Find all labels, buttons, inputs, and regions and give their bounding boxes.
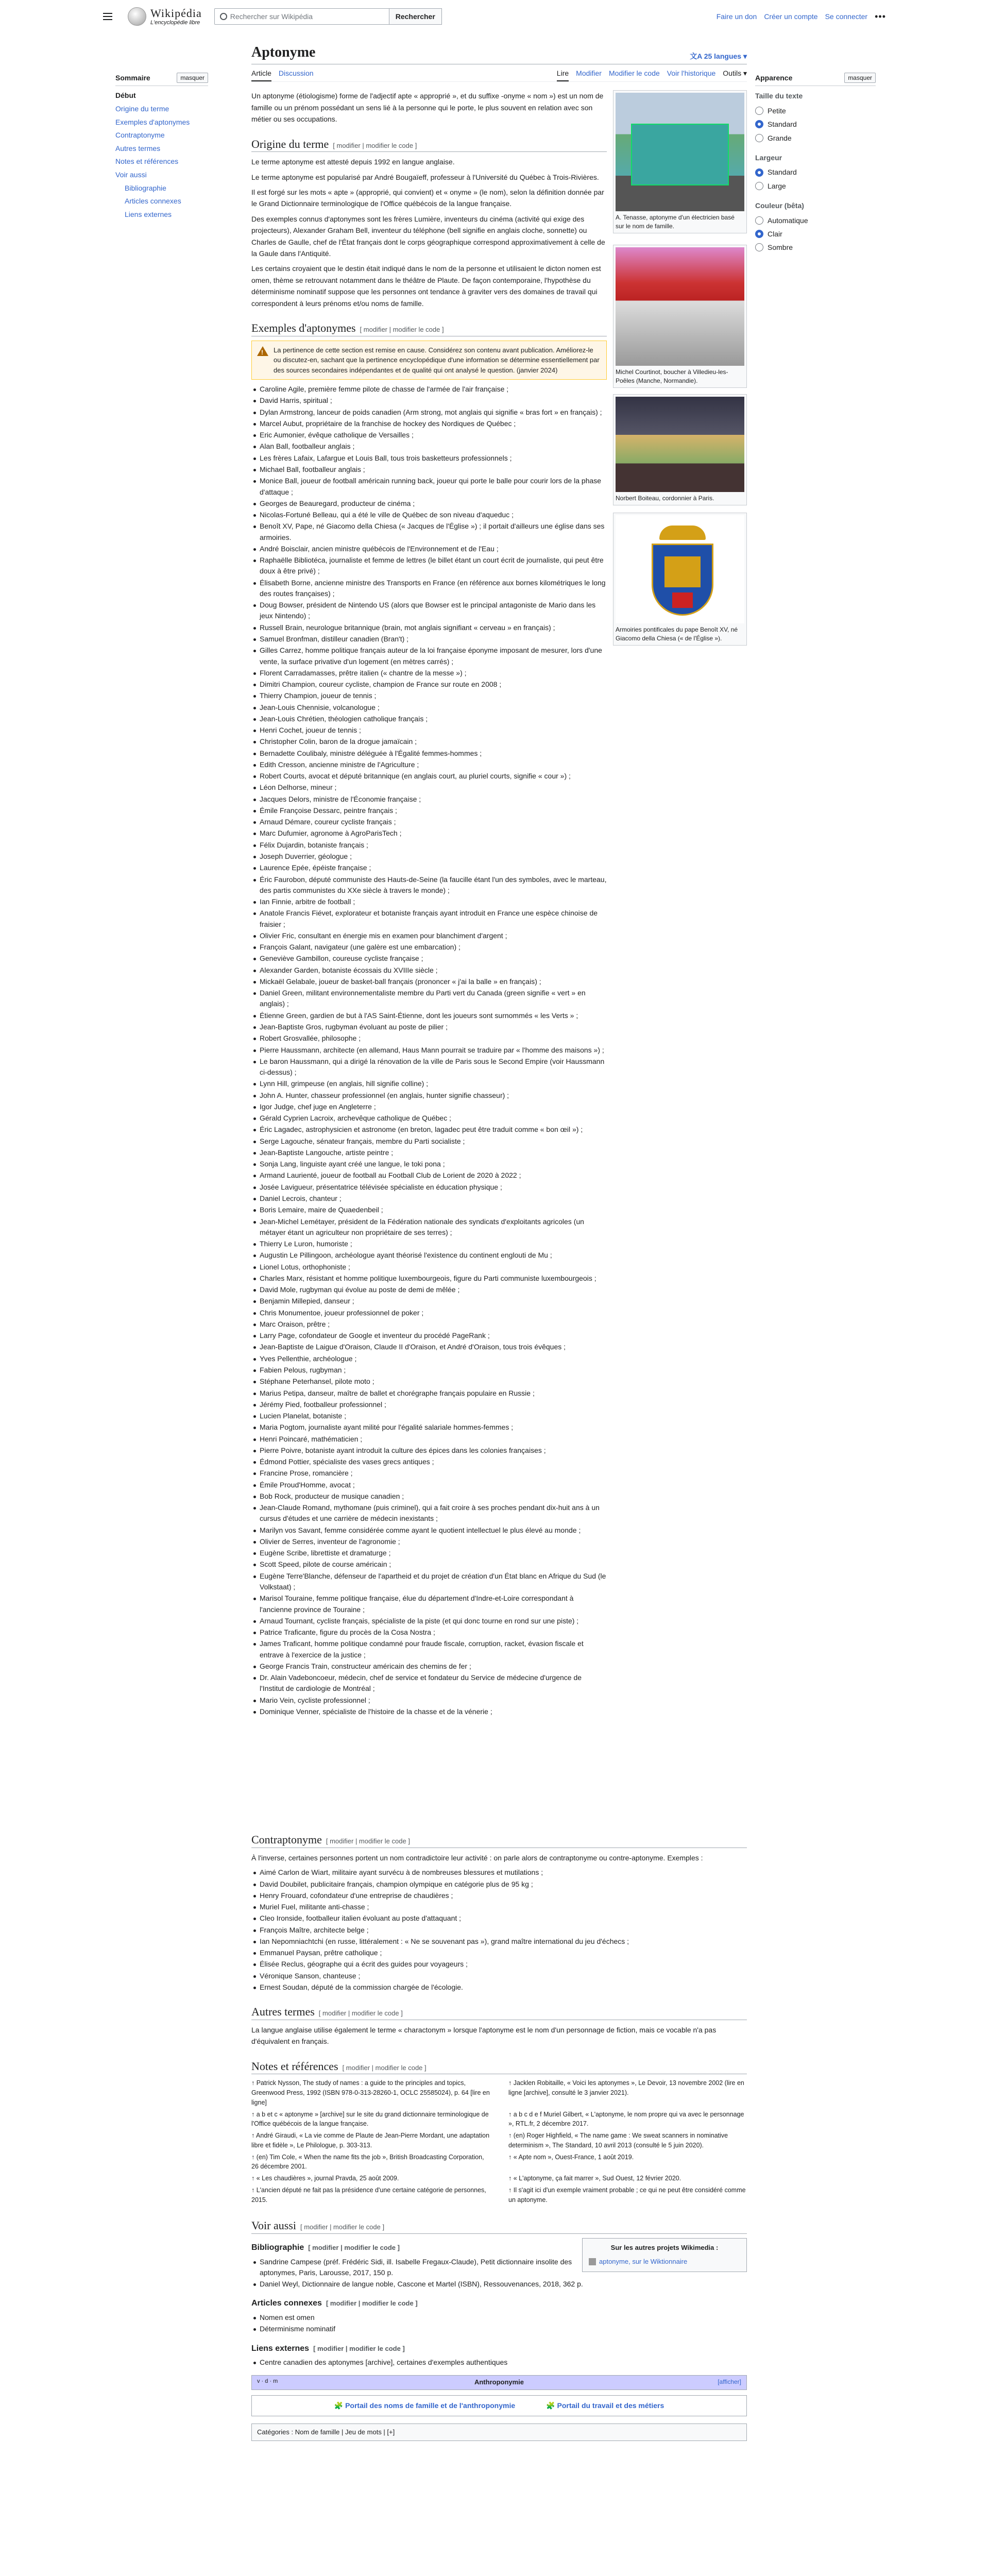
figure-caption: Armoiries pontificales du pape Benoît XV, né Giacomo della Chiesa (« de l'Église »).	[616, 626, 738, 642]
example-item[interactable]: Fabien Pelous, rugbyman ;	[251, 1365, 607, 1376]
tab-history[interactable]: Voir l'historique	[667, 69, 716, 78]
reference-item: ↑ (en) Tim Cole, « When the name fits the job », British Broadcasting Corporation, 26 décembre 2001.	[251, 2153, 484, 2171]
reference-item: ↑ André Giraudi, « La vie comme de Plaute de Jean-Pierre Mordant, une adaptation libre et fidèle », Le Philologue, p. 303-313.	[251, 2132, 490, 2149]
bibliography-list	[251, 2257, 747, 2290]
appearance-group	[755, 200, 876, 255]
reference-item: ↑ « Apte nom », Ouest-France, 1 août 2019.	[508, 2153, 634, 2161]
example-item[interactable]: Marius Petipa, danseur, maître de ballet et chorégraphe français populaire en Russie ;	[251, 1388, 607, 1399]
contraptonym-item[interactable]: Élisée Reclus, géographe qui a écrit des guides pour voyageurs ;	[251, 1959, 747, 1970]
figure-caption: Norbert Boiteau, cordonnier à Paris.	[616, 495, 714, 502]
bibliography-item[interactable]: Sandrine Campese (préf. Frédéric Sidi, ill. Isabelle Fregaux-Claude), Petit dictionnaire insolite des aptonymes, Paris, Larousse, 2017, 150 p.	[251, 2257, 747, 2279]
example-item[interactable]: Gilles Carrez, homme politique français auteur de la loi française éponyme imposant de mesurer, lors d'une vente, la surface privative d'un logement (en mètres carrés) ;	[251, 645, 607, 667]
create-account-link[interactable]: Créer un compte	[764, 12, 818, 21]
example-item[interactable]: Dominique Venner, spécialiste de l'histoire de la chasse et de la vénerie ;	[251, 1706, 607, 1717]
toc-item[interactable]: Voir aussi	[115, 170, 147, 179]
example-item[interactable]: Dimitri Champion, coureur cycliste, champion de France sur route en 2008 ;	[251, 679, 607, 690]
example-item[interactable]: Marcel Aubut, propriétaire de la franchise de hockey des Nordiques de Québec ;	[251, 418, 607, 429]
radio-icon[interactable]	[755, 107, 763, 115]
example-item[interactable]: Pierre Poivre, botaniste ayant introduit la culture des épices dans les colonies françaises ;	[251, 1445, 607, 1456]
wordmark: Wikipédia	[150, 6, 202, 20]
example-item[interactable]: Bernadette Coulibaly, ministre déléguée à l'Égalité femmes-hommes ;	[251, 748, 607, 759]
example-item[interactable]: Gérald Cyprien Lacroix, archevêque catholique de Québec ;	[251, 1113, 607, 1124]
toc-item[interactable]: Début	[115, 91, 136, 100]
option-label: Automatique	[768, 216, 808, 225]
contraptonym-item[interactable]: Aimé Carlon de Wiart, militaire ayant survécu à de nombreuses blessures et mutilations ;	[251, 1867, 747, 1878]
contraptonym-item[interactable]: Emmanuel Paysan, prêtre catholique ;	[251, 1947, 747, 1958]
edit-section-link[interactable]: [ modifier | modifier le code ]	[318, 2009, 403, 2018]
page-tabs	[251, 67, 747, 82]
example-item[interactable]: Sonja Lang, linguiste ayant créé une langue, le toki pona ;	[251, 1159, 607, 1170]
toc-item[interactable]: Exemples d'aptonymes	[115, 117, 190, 126]
section-heading-notes: Notes et références [ modifier | modifier le code ]	[251, 2059, 747, 2075]
appearance-group-label: Largeur	[755, 153, 782, 162]
example-item[interactable]: Lynn Hill, grimpeuse (en anglais, hill signifie colline) ;	[251, 1078, 607, 1089]
example-item[interactable]: Ian Finnie, arbitre de football ;	[251, 896, 607, 907]
example-item[interactable]: Yves Pellenthie, archéologue ;	[251, 1353, 607, 1364]
related-article-link[interactable]: Nomen est omen	[251, 2312, 747, 2323]
categories-bar: Catégories : Nom de famille | Jeu de mots | [+]	[251, 2424, 747, 2442]
example-item[interactable]: André Boisclair, ancien ministre québécois de l'Environnement et de l'Eau ;	[251, 544, 607, 554]
appearance-option[interactable]	[755, 227, 876, 241]
appearance-panel	[755, 72, 876, 262]
subsection-heading-liens: Liens externes [ modifier | modifier le code ]	[251, 2344, 405, 2353]
example-item[interactable]: Arnaud Démare, coureur cycliste français ;	[251, 817, 607, 827]
portal-icon: 🧩	[334, 2401, 346, 2410]
appearance-group-label: Couleur (bêta)	[755, 201, 804, 210]
example-item[interactable]: David Mole, rugbyman qui évolue au poste de demi de mêlée ;	[251, 1284, 607, 1295]
example-item[interactable]: Georges de Beauregard, producteur de cinéma ;	[251, 498, 607, 509]
example-item[interactable]: Francine Prose, romancière ;	[251, 1468, 607, 1479]
example-item[interactable]: Alexander Garden, botaniste écossais du XVIIIe siècle ;	[251, 965, 607, 976]
photo-butcher[interactable]	[616, 247, 744, 366]
search-button[interactable]: Rechercher	[389, 8, 442, 25]
example-item[interactable]: Jean-Michel Lemétayer, président de la Fédération nationale des syndicats d'exploitants agricoles (un métayer étant un agriculteur non propriétaire de ses terres) ;	[251, 1216, 607, 1239]
example-item[interactable]: Émile Proud'Homme, avocat ;	[251, 1480, 607, 1490]
option-label: Standard	[768, 120, 797, 129]
example-item[interactable]: Benjamin Millepied, danseur ;	[251, 1296, 607, 1307]
example-item[interactable]: Lucien Planelat, botaniste ;	[251, 1411, 607, 1421]
example-item[interactable]: Florent Carradamasses, prêtre italien (« chantre de la messe ») ;	[251, 668, 607, 679]
contraptonym-item[interactable]: Cleo Ironside, footballeur italien évoluant au poste d'attaquant ;	[251, 1913, 747, 1924]
example-item[interactable]: Geneviève Gambillon, coureuse cycliste française ;	[251, 953, 607, 964]
external-link[interactable]: Centre canadien des aptonymes [archive], certaines d'exemples authentiques	[251, 2357, 747, 2368]
tab-edit-source[interactable]: Modifier le code	[608, 69, 660, 78]
toc-item[interactable]: Contraptonyme	[115, 131, 165, 140]
radio-icon[interactable]	[755, 182, 763, 190]
contraptonym-item[interactable]: Henry Frouard, cofondateur d'une entreprise de chaudières ;	[251, 1890, 747, 1901]
tab-edit[interactable]: Modifier	[576, 69, 602, 78]
photo-shoemaker[interactable]	[616, 397, 744, 492]
option-label: Large	[768, 181, 786, 190]
example-item[interactable]: Josée Lavigueur, présentatrice télévisée spécialiste en éducation physique ;	[251, 1182, 607, 1193]
example-item[interactable]: Michael Ball, footballeur anglais ;	[251, 464, 607, 475]
appearance-option[interactable]	[755, 179, 876, 193]
example-item[interactable]: Daniel Lecrois, chanteur ;	[251, 1193, 607, 1204]
reference-item: ↑ Jacklen Robitaille, « Voici les aptonymes », Le Devoir, 13 novembre 2002 (lire en ligne [archive], consulté le 3 janvier 2021).	[508, 2079, 744, 2097]
tab-read[interactable]: Lire	[557, 67, 569, 81]
example-item[interactable]: Alan Ball, footballeur anglais ;	[251, 441, 607, 452]
figure-butcher	[613, 245, 747, 388]
example-item[interactable]: Edith Cresson, ancienne ministre de l'Agriculture ;	[251, 759, 607, 770]
contraptonym-item[interactable]: Muriel Fuel, militante anti-chasse ;	[251, 1902, 747, 1912]
example-item[interactable]: Jean-Baptiste de Laigue d'Oraison, Claude II d'Oraison, et André d'Oraison, tous trois évêques ;	[251, 1342, 607, 1352]
option-label: Petite	[768, 106, 786, 115]
toc-item[interactable]: Autres termes	[115, 144, 161, 152]
toc-item[interactable]: Articles connexes	[125, 197, 181, 206]
example-item[interactable]: Jean-Louis Chrétien, théologien catholique français ;	[251, 714, 607, 724]
toc-item[interactable]: Notes et références	[115, 157, 179, 166]
related-article-link[interactable]: Déterminisme nominatif	[251, 2324, 747, 2334]
option-label: Standard	[768, 168, 797, 177]
example-item[interactable]: Robert Grosvallée, philosophe ;	[251, 1033, 607, 1044]
reference-item: ↑ (en) Roger Highfield, « The name game : We sweat scanners in nominative determinism », The Standard, 10 avril 2013 (consulté le 5 juin 2020).	[508, 2132, 728, 2149]
example-item[interactable]: Anatole Francis Fiévet, explorateur et botaniste français ayant introduit en France une espèce chinoise de fraisier ;	[251, 908, 607, 930]
example-item[interactable]: Eugène Terre'Blanche, défenseur de l'apartheid et du projet de création d'un État blanc en Afrique du Sud (le Volkstaat) ;	[251, 1571, 607, 1593]
example-item[interactable]: Édmond Pottier, spécialiste des vases grecs antiques ;	[251, 1456, 607, 1467]
example-item[interactable]: Boris Lemaire, maire de Quaedenbeil ;	[251, 1205, 607, 1215]
examples-list	[251, 384, 607, 1717]
example-item[interactable]: François Galant, navigateur (une galère est une embarcation) ;	[251, 942, 607, 953]
example-item[interactable]: Les frères Lafaix, Lafargue et Louis Ball, tous trois basketteurs professionnels ;	[251, 453, 607, 464]
appearance-title: Apparence	[755, 74, 793, 82]
example-item[interactable]: Caroline Agile, première femme pilote de chasse de l'armée de l'air française ;	[251, 384, 607, 395]
example-item[interactable]: Thierry Le Luron, humoriste ;	[251, 1239, 607, 1249]
edit-section-link[interactable]: [ modifier | modifier le code ]	[326, 1837, 410, 1845]
example-item[interactable]: Henri Poincaré, mathématicien ;	[251, 1434, 607, 1445]
example-item[interactable]: Émile Françoise Dessarc, peintre français ;	[251, 805, 607, 816]
example-item[interactable]: Bob Rock, producteur de musique canadien ;	[251, 1491, 607, 1502]
option-label: Sombre	[768, 243, 793, 252]
example-item[interactable]: Eric Aumonier, évêque catholique de Versailles ;	[251, 430, 607, 440]
example-item[interactable]: Monice Ball, joueur de football américain running back, joueur qui porte le balle pour courir lors de la phase d'attaque ;	[251, 476, 607, 498]
example-item[interactable]: David Harris, spiritual ;	[251, 395, 607, 406]
origine-paragraph: Le terme aptonyme est attesté depuis 1992 en langue anglaise.	[251, 158, 455, 166]
example-item[interactable]: Samuel Bronfman, distilleur canadien (Bran't) ;	[251, 634, 607, 645]
edit-section-link[interactable]: [ modifier | modifier le code ]	[313, 2344, 405, 2352]
autres-paragraph: La langue anglaise utilise également le terme « charactonym » lorsque l'aptonyme est le nom d'un personnage de fiction, mais ce vocable n'a pas d'équivalent en français.	[251, 2025, 717, 2046]
figure-caption: A. Tenasse, aptonyme d'un électricien basé sur le nom de famille.	[616, 214, 735, 230]
radio-icon[interactable]	[755, 134, 763, 142]
example-item[interactable]: Serge Lagouche, sénateur français, membre du Parti socialiste ;	[251, 1136, 607, 1147]
origine-paragraph: Des exemples connus d'aptonymes sont les frères Lumière, inventeurs du cinéma (activité qui exige des projecteurs), Alexander Graham Bell, inventeur du téléphone (bell signifie en anglais cloche, sonnette) ou Charles de Gaulle, chef de l'État français dont le corps géographique correspond approximativement à celle de la Gaule dans l'Antiquité.	[251, 214, 605, 258]
example-item[interactable]: Éric Lagadec, astrophysicien et astronome (en breton, lagadec peut être traduit comme « bon œil ») ;	[251, 1124, 607, 1135]
toc-item[interactable]: Origine du terme	[115, 104, 169, 113]
example-item[interactable]: Félix Dujardin, botaniste français ;	[251, 840, 607, 851]
appearance-group-label: Taille du texte	[755, 92, 803, 100]
references-list	[251, 2078, 747, 2207]
wiktionary-link[interactable]: aptonyme, sur le Wiktionnaire	[599, 2257, 688, 2265]
radio-icon[interactable]	[755, 216, 763, 225]
edit-section-link[interactable]: [ modifier | modifier le code ]	[342, 2063, 427, 2072]
portal-anthroponymie-link[interactable]: 🧩 Portail des noms de famille et de l'anthroponymie	[334, 2401, 516, 2410]
example-item[interactable]: James Traficant, homme politique condamné pour fraude fiscale, corruption, racket, évasion fiscale et entrave à l'exercice de la justice ;	[251, 1638, 607, 1660]
warning-icon	[257, 345, 268, 357]
language-button[interactable]: 文A 25 langues ▾	[690, 52, 747, 60]
toc-hide-button[interactable]: masquer	[177, 73, 208, 83]
example-item[interactable]: Scott Speed, pilote de course américain ;	[251, 1559, 607, 1570]
example-item[interactable]: Marisol Touraine, femme politique française, élue du département d'Indre-et-Loire correspondant à l'ancienne province de Touraine ;	[251, 1593, 607, 1615]
radio-icon[interactable]	[755, 230, 763, 238]
example-item[interactable]: Russell Brain, neurologue britannique (brain, mot anglais signifiant « cerveau » en français) ;	[251, 622, 607, 633]
image-coat-of-arms[interactable]	[616, 515, 744, 623]
appearance-hide-button[interactable]: masquer	[844, 73, 876, 83]
relevance-notice: ! La pertinence de cette section est remise en cause. Considérez son contenu avant publication. Améliorez-le ou discutez-en, sachant que la pertinence encyclopédique d'une information se détermine essentiellement par des sources secondaires indépendantes et de qualité qui ont analysé le question. (janvier 2024)	[251, 341, 607, 380]
example-item[interactable]: Larry Page, cofondateur de Google et inventeur du procédé PageRank ;	[251, 1330, 607, 1341]
external-links-list	[251, 2357, 747, 2368]
reference-item: ↑ a b c d e f Muriel Gilbert, « L'aptonyme, le nom propre qui va avec le personnage », RTL.fr, 2 décembre 2017.	[508, 2110, 744, 2128]
example-item[interactable]: Raphaëlle Bibliotéca, journaliste et femme de lettres (le billet étant un court écrit de journaliste, qui peut être doux à être privé) ;	[251, 555, 607, 577]
section-heading-origine: Origine du terme [ modifier | modifier le code ]	[251, 137, 607, 152]
edit-section-link[interactable]: [ modifier | modifier le code ]	[308, 2244, 400, 2252]
contraptonym-item[interactable]: Véronique Sanson, chanteuse ;	[251, 1971, 747, 1981]
example-item[interactable]: Arnaud Tournant, cycliste français, spécialiste de la piste (et qui donc tourne en rond sur une piste) ;	[251, 1616, 607, 1626]
example-item[interactable]: Dr. Alain Vadeboncoeur, médecin, chef de service et fondateur du Service de médecine d'urgence de l'Institut de cardiologie de Montréal ;	[251, 1672, 607, 1694]
reference-item: ↑ « L'aptonyme, ça fait marrer », Sud Ouest, 12 février 2020.	[508, 2175, 681, 2182]
page-title: Aptonyme	[251, 44, 316, 60]
example-item[interactable]: Jean-Baptiste Gros, rugbyman évoluant au poste de pilier ;	[251, 1022, 607, 1032]
tools-menu[interactable]: Outils ▾	[723, 69, 747, 78]
example-item[interactable]: Olivier de Serres, inventeur de l'agronomie ;	[251, 1536, 607, 1547]
example-item[interactable]: George Francis Train, constructeur américain des chemins de fer ;	[251, 1661, 607, 1672]
login-link[interactable]: Se connecter	[825, 12, 868, 21]
example-item[interactable]: Marc Dufumier, agronome à AgroParisTech ;	[251, 828, 607, 839]
example-item[interactable]: Éric Faurobon, député communiste des Hauts-de-Seine (la faucille étant l'un des symboles, avec le marteau, des partis communistes du XXe siècle à travers le monde) ;	[251, 874, 607, 896]
reference-item: ↑ L'ancien député ne fait pas la présidence d'une certaine catégorie de personnes, 2015.	[251, 2186, 486, 2204]
section-heading-contraptonyme: Contraptonyme [ modifier | modifier le code ]	[251, 1832, 747, 1848]
section-heading-exemples: Exemples d'aptonymes [ modifier | modifier le code ]	[251, 320, 607, 336]
origine-paragraph: Il est forgé sur les mots « apte » (approprié, qui convient) et « onyme » (le nom), selon la définition donnée par le Grand Dictionnaire terminologique de l'Office québécois de la langue française.	[251, 188, 604, 208]
user-links	[717, 9, 886, 24]
option-label: Clair	[768, 229, 782, 238]
contraptonym-item[interactable]: Ernest Soudan, député de la commission chargée de l'écologie.	[251, 1982, 747, 1993]
example-item[interactable]: Igor Judge, chef juge en Angleterre ;	[251, 1101, 607, 1112]
appearance-option[interactable]	[755, 241, 876, 254]
figure-shoemaker	[613, 394, 747, 505]
section-heading-autres: Autres termes [ modifier | modifier le code ]	[251, 2004, 747, 2020]
appearance-option[interactable]	[755, 214, 876, 227]
appearance-option[interactable]	[755, 104, 876, 117]
section-heading-voir: Voir aussi [ modifier | modifier le code ]	[251, 2218, 747, 2234]
portal-travail-link[interactable]: 🧩 Portail du travail et des métiers	[546, 2401, 664, 2410]
appearance-option[interactable]	[755, 117, 876, 131]
edit-section-link[interactable]: [ modifier | modifier le code ]	[326, 2299, 418, 2308]
example-item[interactable]: Thierry Champion, joueur de tennis ;	[251, 690, 607, 701]
photo-truck[interactable]	[616, 93, 744, 211]
main-content	[251, 43, 747, 2441]
tab-discussion[interactable]: Discussion	[278, 69, 314, 78]
figure-caption: Michel Courtinot, boucher à Villedieu-les-Poêles (Manche, Normandie).	[616, 368, 728, 385]
toc-item[interactable]: Liens externes	[125, 210, 172, 218]
option-label: Grande	[768, 133, 792, 142]
more-options-icon[interactable]: •••	[875, 11, 886, 22]
example-item[interactable]: Étienne Green, gardien de but à l'AS Saint-Étienne, dont les joueurs sont surnommés « les Verts » ;	[251, 1010, 607, 1021]
edit-section-link[interactable]: [ modifier | modifier le code ]	[300, 2223, 385, 2231]
navbox-show-button[interactable]: [afficher]	[718, 2378, 741, 2386]
origine-paragraph: Le terme aptonyme est popularisé par André Bougaïeff, professeur à l'Université du Québec à Trois-Rivières.	[251, 173, 599, 181]
example-item[interactable]: Benoît XV, Pape, né Giacomo della Chiesa (« Jacques de l'Église ») ; il portait d'ailleurs une église dans ses armoiries.	[251, 521, 607, 543]
navbox-vde[interactable]: v · d · m	[257, 2378, 278, 2385]
example-item[interactable]: Joseph Duverrier, géologue ;	[251, 851, 607, 862]
bibliography-item[interactable]: Daniel Weyl, Dictionnaire de langue noble, Cascone et Martel (ISBN), Ressouvenances, 2018, 362 p.	[251, 2279, 747, 2290]
edit-section-link[interactable]: [ modifier | modifier le code ]	[360, 325, 444, 333]
example-item[interactable]: Élisabeth Borne, ancienne ministre des Transports en France (en référence aux bornes kilométriques le long des routes françaises) ;	[251, 578, 607, 600]
example-item[interactable]: Jean-Baptiste Langouche, artiste peintre ;	[251, 1147, 607, 1158]
example-item[interactable]: Nicolas-Fortuné Belleau, qui a été le ville de Québec de son niveau d'aqueduc ;	[251, 510, 607, 520]
example-item[interactable]: Jacques Delors, ministre de l'Économie française ;	[251, 794, 607, 805]
subsection-heading-connexes: Articles connexes [ modifier | modifier le code ]	[251, 2299, 418, 2308]
example-item[interactable]: Jean-Claude Romand, mythomane (puis criminel), qui a fait croire à ses proches pendant dix-huit ans à un cursus d'études et une carrière de médecin inexistants ;	[251, 1502, 607, 1524]
example-item[interactable]: Mario Vein, cycliste professionnel ;	[251, 1695, 607, 1706]
example-item[interactable]: Augustin Le Pillingoon, archéologue ayant théorisé l'existence du continent englouti de Mu ;	[251, 1250, 607, 1261]
example-item[interactable]: Léon Delhorse, mineur ;	[251, 782, 607, 793]
subsection-heading-bibliographie: Bibliographie [ modifier | modifier le code ]	[251, 2243, 400, 2252]
example-item[interactable]: Marc Oraison, prêtre ;	[251, 1319, 607, 1330]
figure-coat-of-arms	[613, 513, 747, 646]
example-item[interactable]: Stéphane Peterhansel, pilote moto ;	[251, 1376, 607, 1387]
intro-paragraph: Un aptonyme (étiologisme) forme de l'adjectif apte « approprié », et du suffixe -onyme « nom ») est un nom de famille ou un prénom possédant un sens lié à la personne qui le porte, le plus souvent en relation avec son métier ou ses occupations.	[251, 92, 604, 124]
example-item[interactable]: John A. Hunter, chasseur professionnel (en anglais, hunter signifie chasseur) ;	[251, 1090, 607, 1101]
radio-icon[interactable]	[755, 120, 763, 128]
radio-icon[interactable]	[755, 243, 763, 251]
portal-icon: 🧩	[546, 2401, 557, 2410]
table-of-contents	[115, 72, 208, 221]
example-item[interactable]: Armand Laurienté, joueur de football au Football Club de Lorient de 2020 à 2022 ;	[251, 1170, 607, 1181]
toc-item[interactable]: Bibliographie	[125, 183, 166, 192]
header	[103, 0, 886, 33]
contraptonym-item[interactable]: Ian Nepomniachtchi (en russe, littéralement : « Ne se souvenant pas »), grand maître international du jeu d'échecs ;	[251, 1936, 747, 1947]
example-item[interactable]: Eugène Scribe, librettiste et dramaturge ;	[251, 1548, 607, 1558]
example-item[interactable]: Christopher Colin, baron de la drogue jamaïcain ;	[251, 736, 607, 747]
example-item[interactable]: Henri Cochet, joueur de tennis ;	[251, 725, 607, 736]
contraptonym-item[interactable]: David Doubilet, publicitaire français, champion olympique en catégorie plus de 95 kg ;	[251, 1879, 747, 1890]
edit-section-link[interactable]: [ modifier | modifier le code ]	[333, 141, 417, 149]
contraptonyme-intro: À l'inverse, certaines personnes portent un nom contradictoire leur activité : on parle alors de contraptonyme ou contre-aptonyme. Exemples :	[251, 1853, 703, 1862]
related-articles-list	[251, 2312, 747, 2335]
example-item[interactable]: Robert Courts, avocat et député britannique (en anglais court, au pluriel courts, signifie « cour ») ;	[251, 771, 607, 782]
example-item[interactable]: Laurence Epée, épéiste française ;	[251, 862, 607, 873]
navbox-anthroponymie: v · d · m Anthroponymie [afficher]	[251, 2375, 747, 2390]
donate-link[interactable]: Faire un don	[716, 12, 757, 21]
example-item[interactable]: Marilyn vos Savant, femme considérée comme ayant le quotient intellectuel le plus élevé au monde ;	[251, 1525, 607, 1536]
radio-icon[interactable]	[755, 168, 763, 177]
search-form	[214, 8, 442, 25]
appearance-option[interactable]	[755, 131, 876, 145]
example-item[interactable]: Lionel Lotus, orthophoniste ;	[251, 1262, 607, 1273]
example-item[interactable]: Maria Pogtom, journaliste ayant milité pour l'égalité salariale hommes-femmes ;	[251, 1422, 607, 1433]
contraptonym-list	[251, 1867, 747, 1993]
reference-item: ↑ Patrick Nysson, The study of names : a guide to the principles and topics, Greenwood Press, 1992 (ISBN 978-0-313-28260-1, OCLC 25585024), p. 64 [lire en ligne]	[251, 2079, 490, 2106]
toc-title: Sommaire	[115, 74, 150, 82]
example-item[interactable]: Olivier Fric, consultant en énergie mis en examen pour blanchiment d'argent ;	[251, 930, 607, 941]
tagline: L'encyclopédie libre	[150, 19, 200, 26]
example-item[interactable]: Jean-Louis Chennisie, volcanologue ;	[251, 702, 607, 713]
appearance-group	[755, 90, 876, 145]
contraptonym-item[interactable]: François Maître, architecte belge ;	[251, 1925, 747, 1936]
example-item[interactable]: Patrice Traficante, figure du procès de la Cosa Nostra ;	[251, 1627, 607, 1638]
wikipedia-logo[interactable]	[128, 7, 202, 26]
portal-bar	[251, 2395, 747, 2416]
reference-item: ↑ a b et c « aptonyme » [archive] sur le site du grand dictionnaire terminologique de l'Office québécois de la langue française.	[251, 2110, 489, 2128]
origine-paragraph: Les certains croyaient que le destin était indiqué dans le nom de la personne et utilisaient le dicton nomen est omen, thème se retrouvant notamment dans le théâtre de Plaute. De façon contemporaine, l'hypothèse du déterminisme nominatif suppose que les personnes ont tendance à graviter vers des domaines de travail qui correspondent à leurs prénoms et/ou noms de famille.	[251, 264, 601, 308]
example-item[interactable]: Jérémy Pied, footballeur professionnel ;	[251, 1399, 607, 1410]
example-item[interactable]: Le baron Haussmann, qui a dirigé la rénovation de la ville de Paris sous le Second Empire (voir Haussmann ci-dessus) ;	[251, 1056, 607, 1078]
example-item[interactable]: Doug Bowser, président de Nintendo US (alors que Bowser est le principal antagoniste de Mario dans les jeux Nintendo) ;	[251, 600, 607, 622]
reference-item: ↑ « Les chaudières », journal Pravda, 25 août 2009.	[251, 2175, 399, 2182]
tab-article[interactable]: Article	[251, 67, 271, 81]
example-item[interactable]: Mickaël Gelabale, joueur de basket-ball français (prononcer « j'ai la balle » en français) ;	[251, 976, 607, 987]
example-item[interactable]: Pierre Haussmann, architecte (en allemand, Haus Mann pourrait se traduire par « l'homme des maisons ») ;	[251, 1045, 607, 1056]
appearance-option[interactable]	[755, 165, 876, 179]
example-item[interactable]: Charles Marx, résistant et homme politique luxembourgeois, figure du Parti communiste luxembourgeois ;	[251, 1273, 607, 1284]
example-item[interactable]: Dylan Armstrong, lanceur de poids canadien (Arm strong, mot anglais qui signifie « bras fort » en français) ;	[251, 407, 607, 418]
search-input[interactable]: Rechercher sur Wikipédia	[214, 8, 389, 25]
appearance-group	[755, 152, 876, 193]
reference-item: ↑ Il s'agit ici d'un exemple vraiment probable ; ce qui ne peut être considéré comme un aptonyme.	[508, 2186, 746, 2204]
sister-projects-box: Sur les autres projets Wikimedia : aptonyme, sur le Wiktionnaire	[582, 2238, 747, 2272]
main-menu-button[interactable]	[103, 10, 116, 23]
example-item[interactable]: Chris Monumentoe, joueur professionnel de poker ;	[251, 1308, 607, 1318]
globe-icon	[128, 7, 146, 26]
example-item[interactable]: Daniel Green, militant environnementaliste membre du Parti vert du Canada (green signifie « vert » en anglais) ;	[251, 988, 607, 1010]
figure-truck	[613, 90, 747, 233]
